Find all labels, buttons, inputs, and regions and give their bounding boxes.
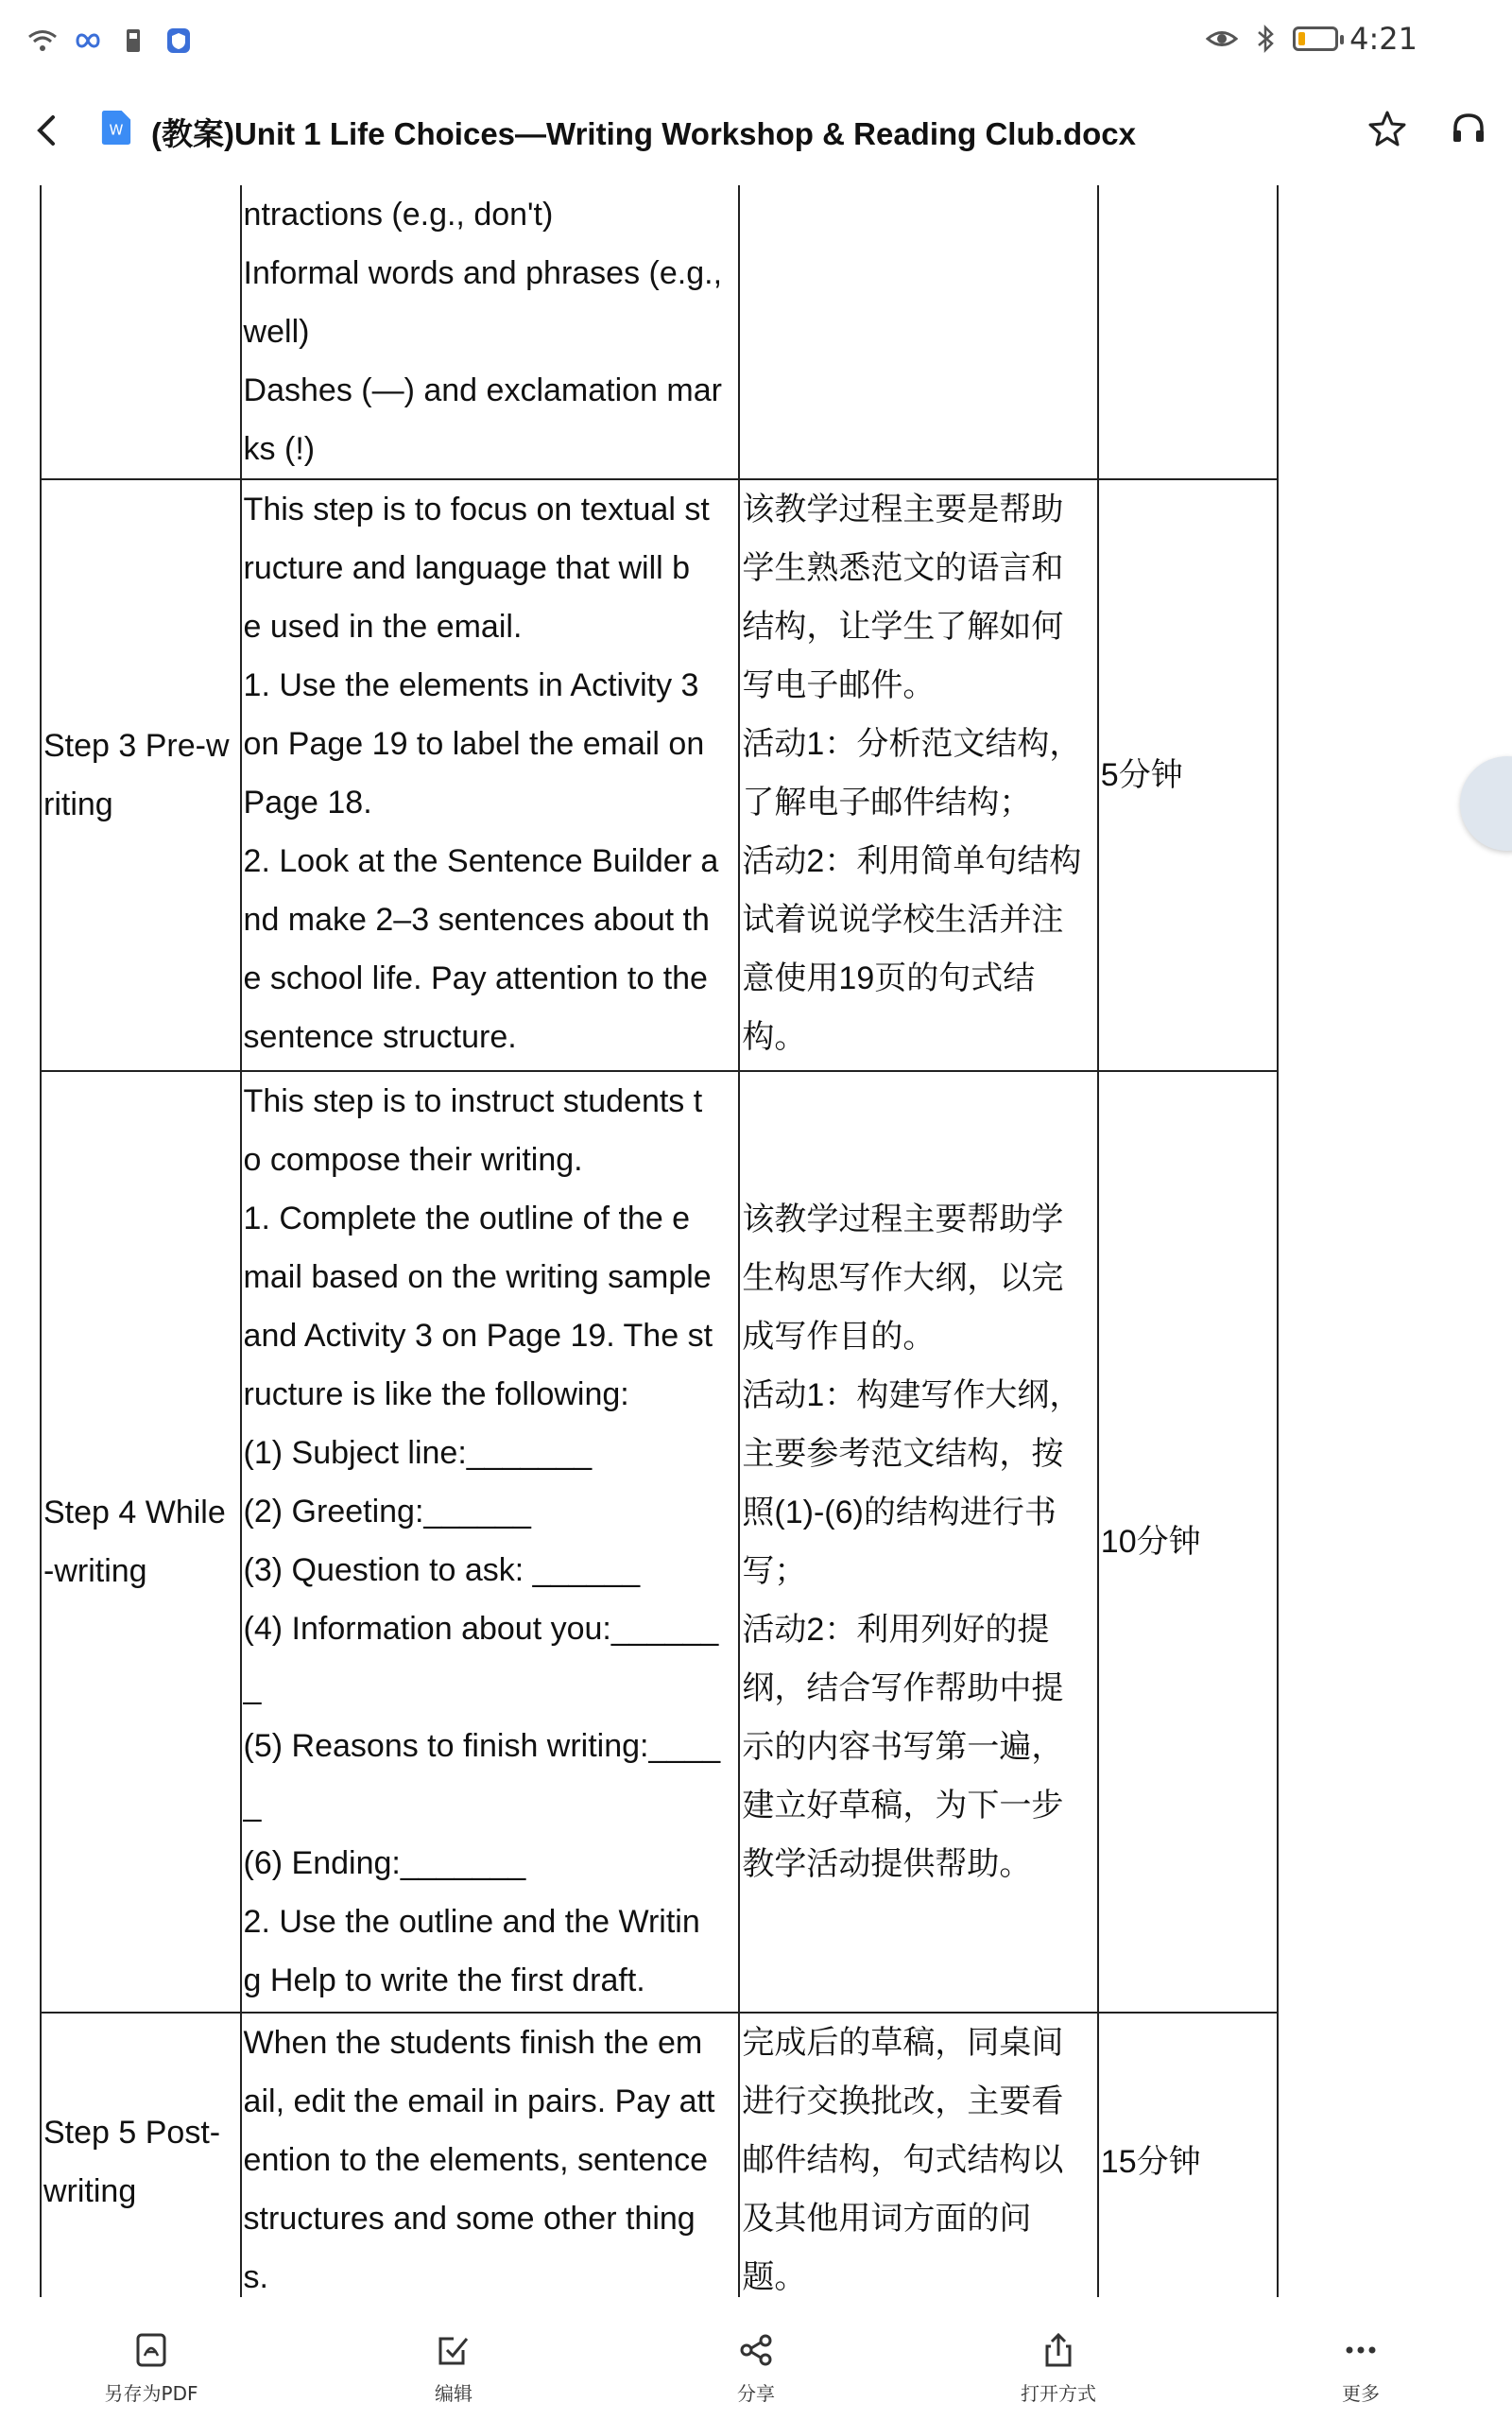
table-row <box>41 2013 1278 2297</box>
cell-line: 1. Complete the outline of the e <box>243 1201 691 1236</box>
cell-line: 邮件结构，句式结构以 <box>742 2142 1064 2178</box>
wifi-icon <box>26 25 59 57</box>
step-cell <box>41 1071 241 2013</box>
bottom-toolbar <box>0 2297 1512 2420</box>
cell-line: 写电子邮件。 <box>742 667 936 703</box>
cell-line: 构。 <box>742 1019 807 1055</box>
cell-line: _ <box>243 1787 262 1823</box>
step-cell <box>41 185 241 479</box>
cell-line: _ <box>243 1669 262 1705</box>
cell-line: 2. Look at the Sentence Builder a <box>243 843 719 879</box>
bottom-label: 另存为PDF <box>104 2382 198 2405</box>
cell-line: Step 5 Post- <box>43 2115 221 2151</box>
cell-line: 活动2：利用列好的提 <box>742 1612 1050 1648</box>
edit-button[interactable] <box>378 2331 529 2406</box>
favorite-button[interactable] <box>1363 104 1412 153</box>
cell-line: 2. Use the outline and the Writin <box>243 1904 700 1940</box>
cell-line: sentence structure. <box>243 1019 517 1055</box>
purpose-cell <box>739 1071 1097 2013</box>
cell-line: ks (!) <box>243 431 316 467</box>
cell-line: 该教学过程主要是帮助 <box>742 492 1064 527</box>
cell-line: 题。 <box>742 2259 807 2295</box>
cell-line: ructure is like the following: <box>243 1376 629 1412</box>
cell-line: 活动1：分析范文结构， <box>742 726 1082 762</box>
cell-line: 教学活动提供帮助。 <box>742 1846 1032 1882</box>
cell-line: Page 18. <box>243 785 372 821</box>
eye-icon <box>1206 23 1238 55</box>
content-cell <box>241 479 740 1071</box>
lesson-plan-table <box>40 185 1279 2297</box>
infinity-icon <box>72 25 104 57</box>
open-with-icon <box>1040 2331 1077 2369</box>
cell-line: 照(1)-(6)的结构进行书 <box>742 1495 1057 1530</box>
time-cell <box>1098 479 1278 1071</box>
content-cell <box>241 185 740 479</box>
cell-line: 进行交换批改，主要看 <box>742 2083 1064 2119</box>
cell-line: ention to the elements, sentence <box>243 2142 708 2178</box>
time-cell <box>1098 185 1278 479</box>
cell-line: (3) Question to ask: ______ <box>243 1552 641 1588</box>
bottom-label: 编辑 <box>435 2382 472 2405</box>
cell-line: 活动2：利用简单句结构 <box>742 843 1082 879</box>
bottom-label: 更多 <box>1342 2382 1380 2405</box>
content-cell <box>241 1071 740 2013</box>
cell-line: Dashes (—) and exclamation mar <box>243 372 722 408</box>
cell-line: e used in the email. <box>243 609 523 645</box>
content-cell <box>241 2013 740 2297</box>
bottom-label: 打开方式 <box>1021 2382 1096 2405</box>
cell-line: -writing <box>43 1553 147 1589</box>
cell-line: well) <box>243 314 310 350</box>
cell-line: 活动1：构建写作大纲， <box>742 1377 1082 1413</box>
time-value: 15分钟 <box>1100 2144 1201 2180</box>
cell-line: nd make 2–3 sentences about th <box>243 902 710 938</box>
time-value: 5分钟 <box>1100 757 1183 793</box>
cell-line: Step 3 Pre-w <box>43 728 230 764</box>
cell-line: (6) Ending:_______ <box>243 1845 526 1881</box>
purpose-cell <box>739 2013 1097 2297</box>
cell-line: ructure and language that will b <box>243 550 691 586</box>
cell-line: Informal words and phrases (e.g., <box>243 255 723 291</box>
pdf-icon <box>132 2331 170 2369</box>
cell-line: 成写作目的。 <box>742 1319 936 1355</box>
cell-line: (4) Information about you:______ <box>243 1611 719 1647</box>
floating-assistant-button[interactable] <box>1460 756 1512 851</box>
table-row <box>41 185 1278 479</box>
cell-line: (1) Subject line:_______ <box>243 1435 593 1471</box>
cell-line: 示的内容书写第一遍， <box>742 1729 1064 1765</box>
more-icon <box>1342 2331 1380 2369</box>
table-row <box>41 479 1278 1071</box>
cell-line: 写； <box>742 1553 807 1589</box>
cell-line: 纲，结合写作帮助中提 <box>742 1670 1064 1706</box>
cell-line: This step is to focus on textual st <box>243 492 710 527</box>
cell-line: 试着说说学校生活并注 <box>742 902 1064 938</box>
step-cell <box>41 2013 241 2297</box>
cell-line: 主要参考范文结构，按 <box>742 1436 1064 1472</box>
edit-icon <box>435 2331 472 2369</box>
share-button[interactable] <box>680 2331 832 2406</box>
time-value: 10分钟 <box>1100 1524 1201 1560</box>
share-icon <box>737 2331 775 2369</box>
cell-line: (5) Reasons to finish writing:____ <box>243 1728 721 1764</box>
cell-line: 意使用19页的句式结 <box>742 960 1036 996</box>
more-button[interactable] <box>1285 2331 1436 2406</box>
cell-line: Step 4 While <box>43 1495 226 1530</box>
cell-line: structures and some other thing <box>243 2201 696 2237</box>
sim-icon <box>117 25 149 57</box>
listen-button[interactable] <box>1444 104 1493 153</box>
shield-icon <box>163 25 195 57</box>
cell-line: 该教学过程主要帮助学 <box>742 1201 1064 1237</box>
cell-line: 结构，让学生了解如何 <box>742 609 1064 645</box>
cell-line: on Page 19 to label the email on <box>243 726 705 762</box>
cell-line: mail based on the writing sample <box>243 1259 712 1295</box>
table-row <box>41 1071 1278 2013</box>
cell-line: writing <box>43 2173 137 2209</box>
cell-line: This step is to instruct students t <box>243 1083 703 1119</box>
cell-line: o compose their writing. <box>243 1142 583 1178</box>
cell-line: 完成后的草稿，同桌间 <box>742 2025 1064 2061</box>
cell-line: 及其他用词方面的问 <box>742 2201 1032 2237</box>
purpose-cell <box>739 185 1097 479</box>
cell-line: ail, edit the email in pairs. Pay att <box>243 2083 715 2119</box>
battery-icon <box>1293 26 1338 51</box>
open-with-button[interactable] <box>983 2331 1134 2406</box>
star-icon <box>1368 110 1406 147</box>
cell-line: s. <box>243 2259 268 2295</box>
cell-line: ntractions (e.g., don't) <box>243 197 554 233</box>
back-button[interactable] <box>23 106 72 155</box>
cell-line: and Activity 3 on Page 19. The st <box>243 1318 713 1354</box>
headphones-icon <box>1450 110 1487 147</box>
document-title: (教案)Unit 1 Life Choices—Writing Workshop & Reading Club.docx <box>151 116 1136 151</box>
cell-line: riting <box>43 786 113 822</box>
time-cell <box>1098 2013 1278 2297</box>
cell-line: When the students finish the em <box>243 2025 703 2061</box>
status-time: 4:21 <box>1349 21 1418 57</box>
cell-line: 了解电子邮件结构； <box>742 785 1032 821</box>
purpose-cell <box>739 479 1097 1071</box>
svg-text:W: W <box>109 121 124 139</box>
time-cell <box>1098 1071 1278 2013</box>
step-cell <box>41 479 241 1071</box>
cell-line: 生构思写作大纲，以完 <box>742 1260 1064 1296</box>
save-as-pdf-button[interactable] <box>76 2331 227 2406</box>
bluetooth-icon <box>1249 23 1281 55</box>
cell-line: e school life. Pay attention to the <box>243 960 708 996</box>
cell-line: 建立好草稿，为下一步 <box>742 1788 1064 1824</box>
status-bar <box>0 0 1512 95</box>
cell-line: 1. Use the elements in Activity 3 <box>243 667 699 703</box>
cell-line: (2) Greeting:______ <box>243 1494 531 1530</box>
cell-line: g Help to write the first draft. <box>243 1962 645 1998</box>
cell-line: 学生熟悉范文的语言和 <box>742 550 1064 586</box>
word-doc-icon <box>100 110 132 149</box>
back-arrow-icon <box>28 112 66 149</box>
bottom-label: 分享 <box>737 2382 775 2405</box>
